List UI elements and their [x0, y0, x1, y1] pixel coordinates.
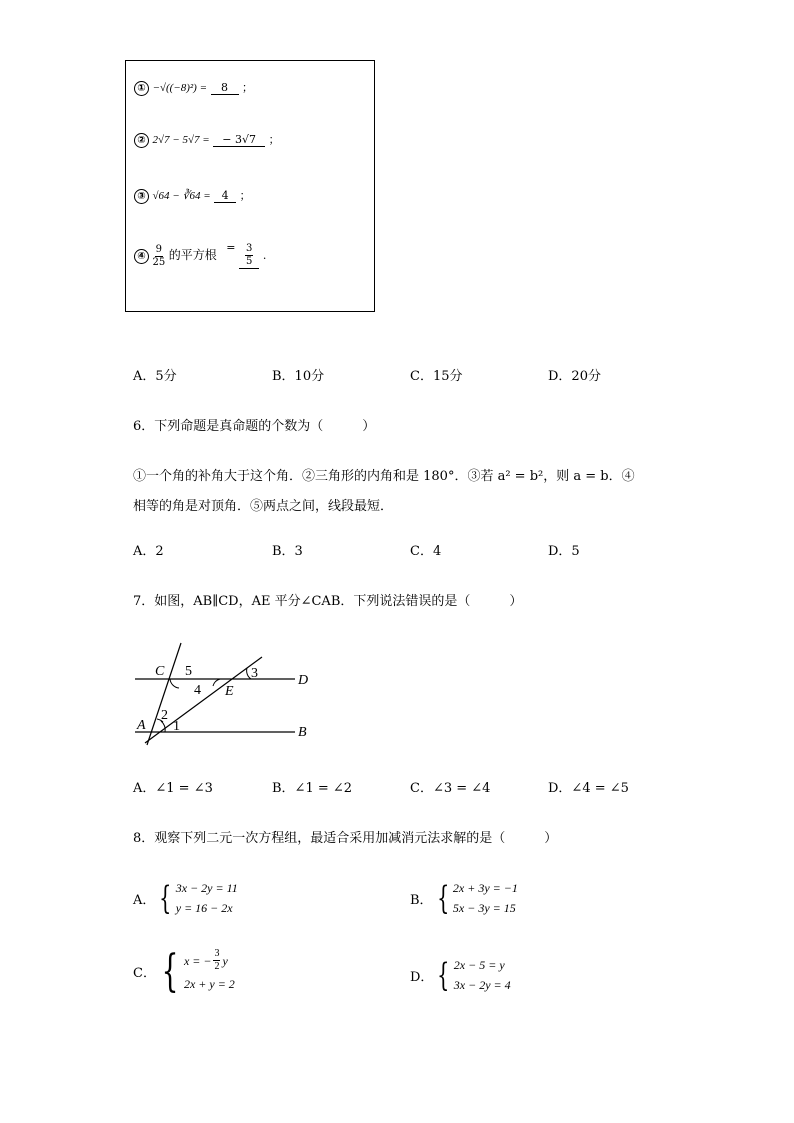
q6-statements-line1: ①一个角的补角大于这个角．②三角形的内角和是 180°．③若 a² = b²，则 a = b．④	[133, 469, 635, 484]
q6-option-a[interactable]: A．2	[133, 544, 164, 559]
box-item-1-answer: 8	[211, 81, 239, 95]
box-item-4-fraction: $\frac{9}{25}$	[152, 243, 166, 268]
q5-option-b[interactable]: B．10分	[272, 369, 325, 384]
brace-icon: {	[436, 879, 449, 917]
label-3: 3	[251, 666, 258, 681]
q8-option-a[interactable]: A． { 3x − 2y = 11 y = 16 − 2x	[133, 879, 238, 917]
q6-option-c[interactable]: C．4	[410, 544, 442, 559]
label-b: B	[298, 725, 307, 740]
q6-stem: 6．下列命题是真命题的个数为（ ）	[133, 419, 376, 434]
q6-option-b[interactable]: B．3	[272, 544, 303, 559]
q5-option-c[interactable]: C．15分	[410, 369, 463, 384]
box-item-1-expr: −√((−8)²) =	[152, 82, 208, 94]
q7-option-c[interactable]: C．∠3 = ∠4	[410, 781, 491, 796]
box-item-2-expr: 2√7 − 5√7 =	[152, 134, 210, 146]
label-a: A	[137, 718, 146, 733]
label-d: D	[298, 673, 309, 688]
q6-statements-line2: 相等的角是对顶角．⑤两点之间，线段最短．	[133, 499, 394, 514]
q8-option-b[interactable]: B． { 2x + 3y = −1 5x − 3y = 15	[410, 879, 518, 917]
answer-box	[125, 60, 375, 312]
q6-option-d[interactable]: D．5	[548, 544, 580, 559]
brace-icon: {	[161, 945, 179, 997]
q7-option-a[interactable]: A．∠1 = ∠3	[133, 781, 213, 796]
label-e: E	[225, 684, 234, 699]
q7-option-d[interactable]: D．∠4 = ∠5	[548, 781, 629, 796]
label-1: 1	[173, 719, 180, 734]
box-item-3: ③ √64 − ∛64 = 4 ；	[134, 187, 251, 204]
q8-option-d[interactable]: D． { 2x − 5 = y 3x − 2y = 4	[410, 956, 511, 994]
q8-stem: 8．观察下列二元一次方程组，最适合采用加减消元法求解的是（ ）	[133, 831, 558, 846]
q5-option-a[interactable]: A．5分	[133, 369, 177, 384]
box-item-1: ① −√((−8)²) = 8 ；	[134, 79, 253, 96]
box-item-3-answer: 4	[214, 189, 236, 203]
q7-option-b[interactable]: B．∠1 = ∠2	[272, 781, 353, 796]
label-c: C	[155, 664, 165, 679]
q5-option-d[interactable]: D．20分	[548, 369, 601, 384]
brace-icon: {	[437, 956, 450, 994]
box-item-4-answer: $\frac{3}{5}$	[239, 243, 259, 269]
box-item-4: ④ $\frac{9}{25}$ 的平方根 = $\frac{3}{5}$ .	[134, 243, 266, 269]
box-item-3-expr: √64 − ∛64 =	[152, 190, 211, 202]
label-4: 4	[194, 683, 201, 698]
box-item-2: ② 2√7 − 5√7 = − 3√7 ；	[134, 131, 280, 148]
label-5: 5	[185, 664, 192, 679]
label-2: 2	[161, 708, 168, 723]
brace-icon: {	[159, 879, 172, 917]
q7-parallel-lines-figure	[125, 635, 325, 750]
box-item-2-answer: − 3√7	[213, 133, 265, 147]
q7-stem: 7．如图，AB∥CD，AE 平分∠CAB．下列说法错误的是（ ）	[133, 594, 523, 609]
q8-option-c[interactable]: C． { x = − $\frac{3}{2}$ y 2x + y = 2	[133, 945, 235, 997]
